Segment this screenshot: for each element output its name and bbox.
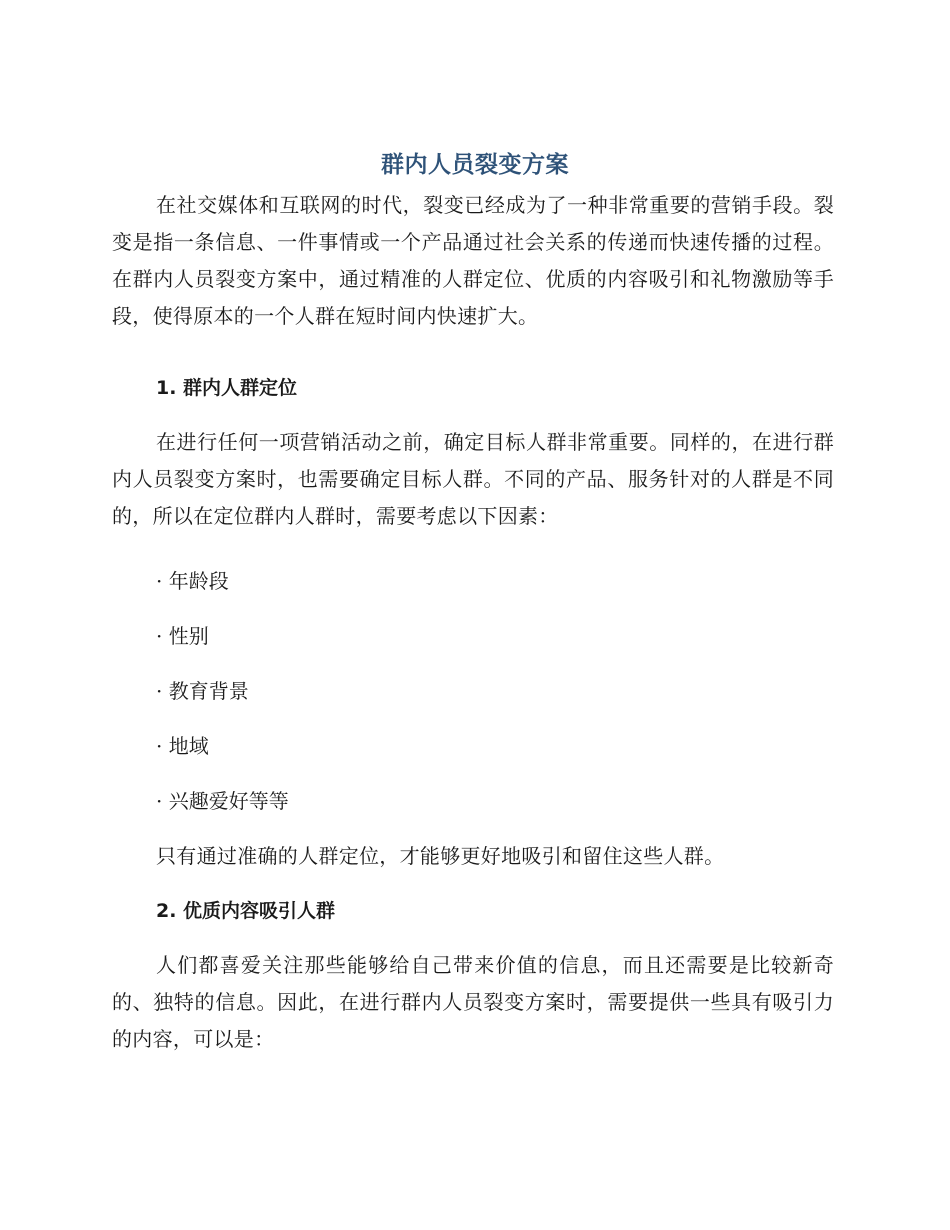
section-1-closing: 只有通过准确的人群定位，才能够更好地吸引和留住这些人群。 xyxy=(156,844,725,868)
section-2-heading: 2. 优质内容吸引人群 xyxy=(156,900,336,922)
bullet-item-education: · 教育背景 xyxy=(156,679,249,703)
bullet-item-gender: · 性别 xyxy=(156,624,209,648)
intro-paragraph: 在社交媒体和互联网的时代，裂变已经成为了一种非常重要的营销手段。裂变是指一条信息、一件事情或一个产品通过社会关系的传递而快速传播的过程。在群内人员裂变方案中，通过精准的人群定位、优质的内容吸引和礼物激励等手段，使得原本的一个人群在短时间内快速扩大。 xyxy=(112,193,834,328)
bullet-item-age: · 年龄段 xyxy=(156,569,229,593)
section-1-paragraph: 在进行任何一项营销活动之前，确定目标人群非常重要。同样的，在进行群内人员裂变方案时，也需要确定目标人群。不同的产品、服务针对的人群是不同的，所以在定位群内人群时，需要考虑以下因素： xyxy=(112,430,834,528)
bullet-item-region: · 地域 xyxy=(156,734,209,758)
page-title: 群内人员裂变方案 xyxy=(381,152,569,178)
section-1-heading: 1. 群内人群定位 xyxy=(156,377,298,399)
section-2-paragraph: 人们都喜爱关注那些能够给自己带来价值的信息，而且还需要是比较新奇的、独特的信息。因此，在进行群内人员裂变方案时，需要提供一些具有吸引力的内容，可以是： xyxy=(112,953,834,1051)
bullet-item-interests: · 兴趣爱好等等 xyxy=(156,789,289,813)
